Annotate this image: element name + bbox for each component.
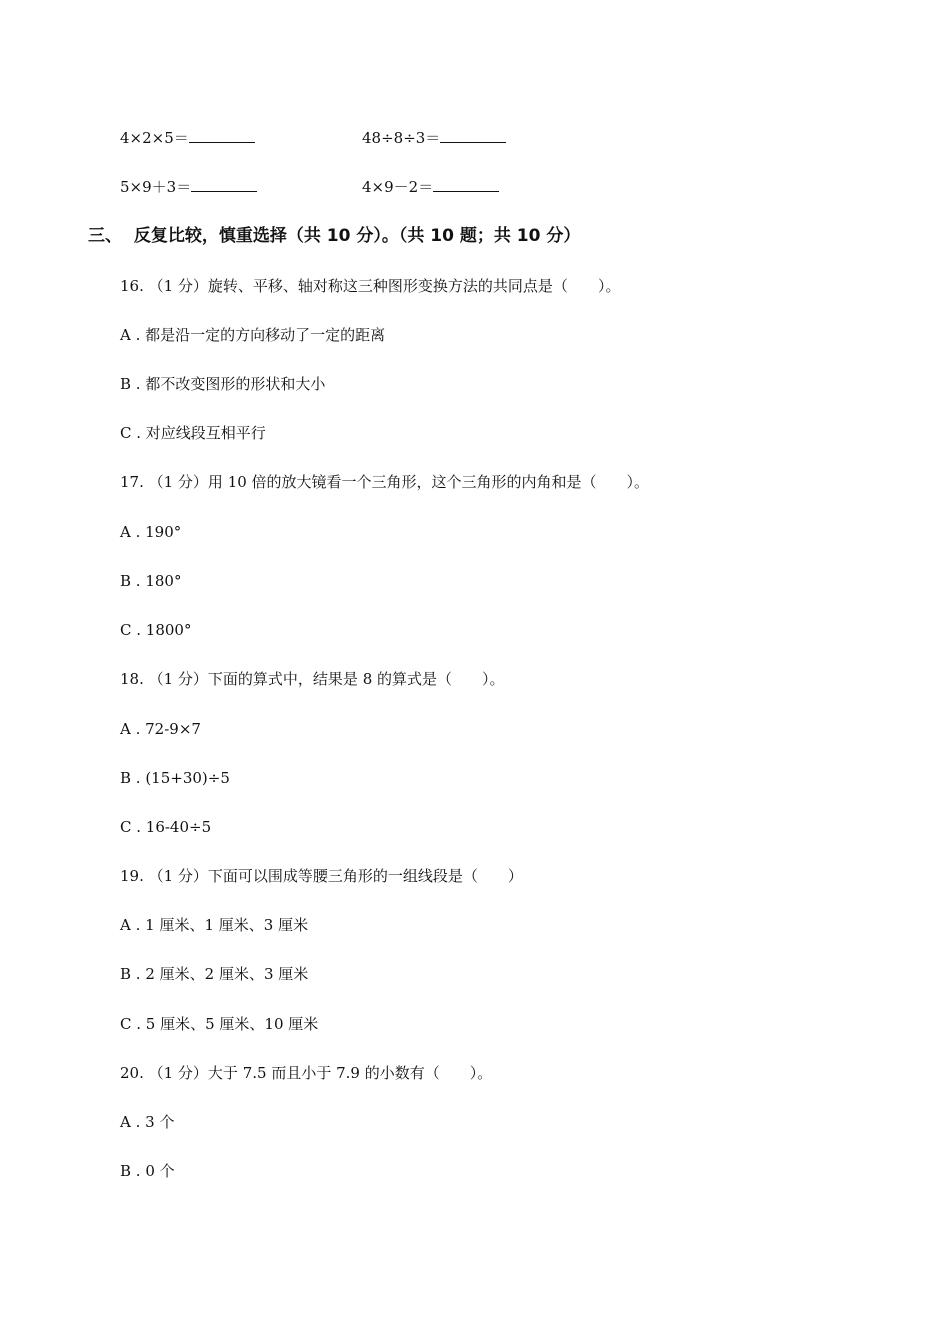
option-a[interactable]: A . 都是沿一定的方向移动了一定的距离 [120,326,386,344]
calc-row1-left [120,128,255,148]
answer-blank[interactable] [189,128,255,143]
calc-row1-right-text: 48÷8÷3＝ [362,129,441,147]
section-title: 反复比较，慎重选择（共 10 分）。（共 10 题；共 10 分） [133,226,581,246]
option-b[interactable]: B . 0 个 [120,1162,175,1180]
answer-blank[interactable] [191,177,257,192]
section-number: 三、 [88,226,122,246]
question-stem: 16. （1 分）旋转、平移、轴对称这三种图形变换方法的共同点是（ ）。 [120,277,621,295]
calc-row2-right [362,177,499,197]
calc-row2-left-text: 5×9＋3＝ [120,178,192,196]
calc-row2-right-text: 4×9－2＝ [362,178,434,196]
question-stem: 17. （1 分）用 10 倍的放大镜看一个三角形，这个三角形的内角和是（ ）。 [120,473,650,491]
answer-blank[interactable] [440,128,506,143]
option-a[interactable]: A . 1 厘米、1 厘米、3 厘米 [120,916,309,934]
option-c[interactable]: C . 1800° [120,621,192,639]
question-stem: 20. （1 分）大于 7.5 而且小于 7.9 的小数有（ ）。 [120,1064,493,1082]
section-heading [88,225,580,247]
calc-row2-left [120,177,257,197]
option-a[interactable]: A . 72-9×7 [120,720,201,738]
option-a[interactable]: A . 190° [120,523,182,541]
answer-blank[interactable] [433,177,499,192]
option-c[interactable]: C . 对应线段互相平行 [120,424,266,442]
option-c[interactable]: C . 16-40÷5 [120,818,212,836]
option-b[interactable]: B . (15+30)÷5 [120,769,230,787]
option-b[interactable]: B . 都不改变图形的形状和大小 [120,375,326,393]
question-stem: 18. （1 分）下面的算式中，结果是 8 的算式是（ ）。 [120,670,505,688]
option-b[interactable]: B . 180° [120,572,182,590]
option-c[interactable]: C . 5 厘米、5 厘米、10 厘米 [120,1015,319,1033]
question-stem: 19. （1 分）下面可以围成等腰三角形的一组线段是（ ） [120,867,523,885]
calc-row1-left-text: 4×2×5＝ [120,129,189,147]
option-b[interactable]: B . 2 厘米、2 厘米、3 厘米 [120,965,309,983]
calc-row1-right [362,128,506,148]
option-a[interactable]: A . 3 个 [120,1113,175,1131]
